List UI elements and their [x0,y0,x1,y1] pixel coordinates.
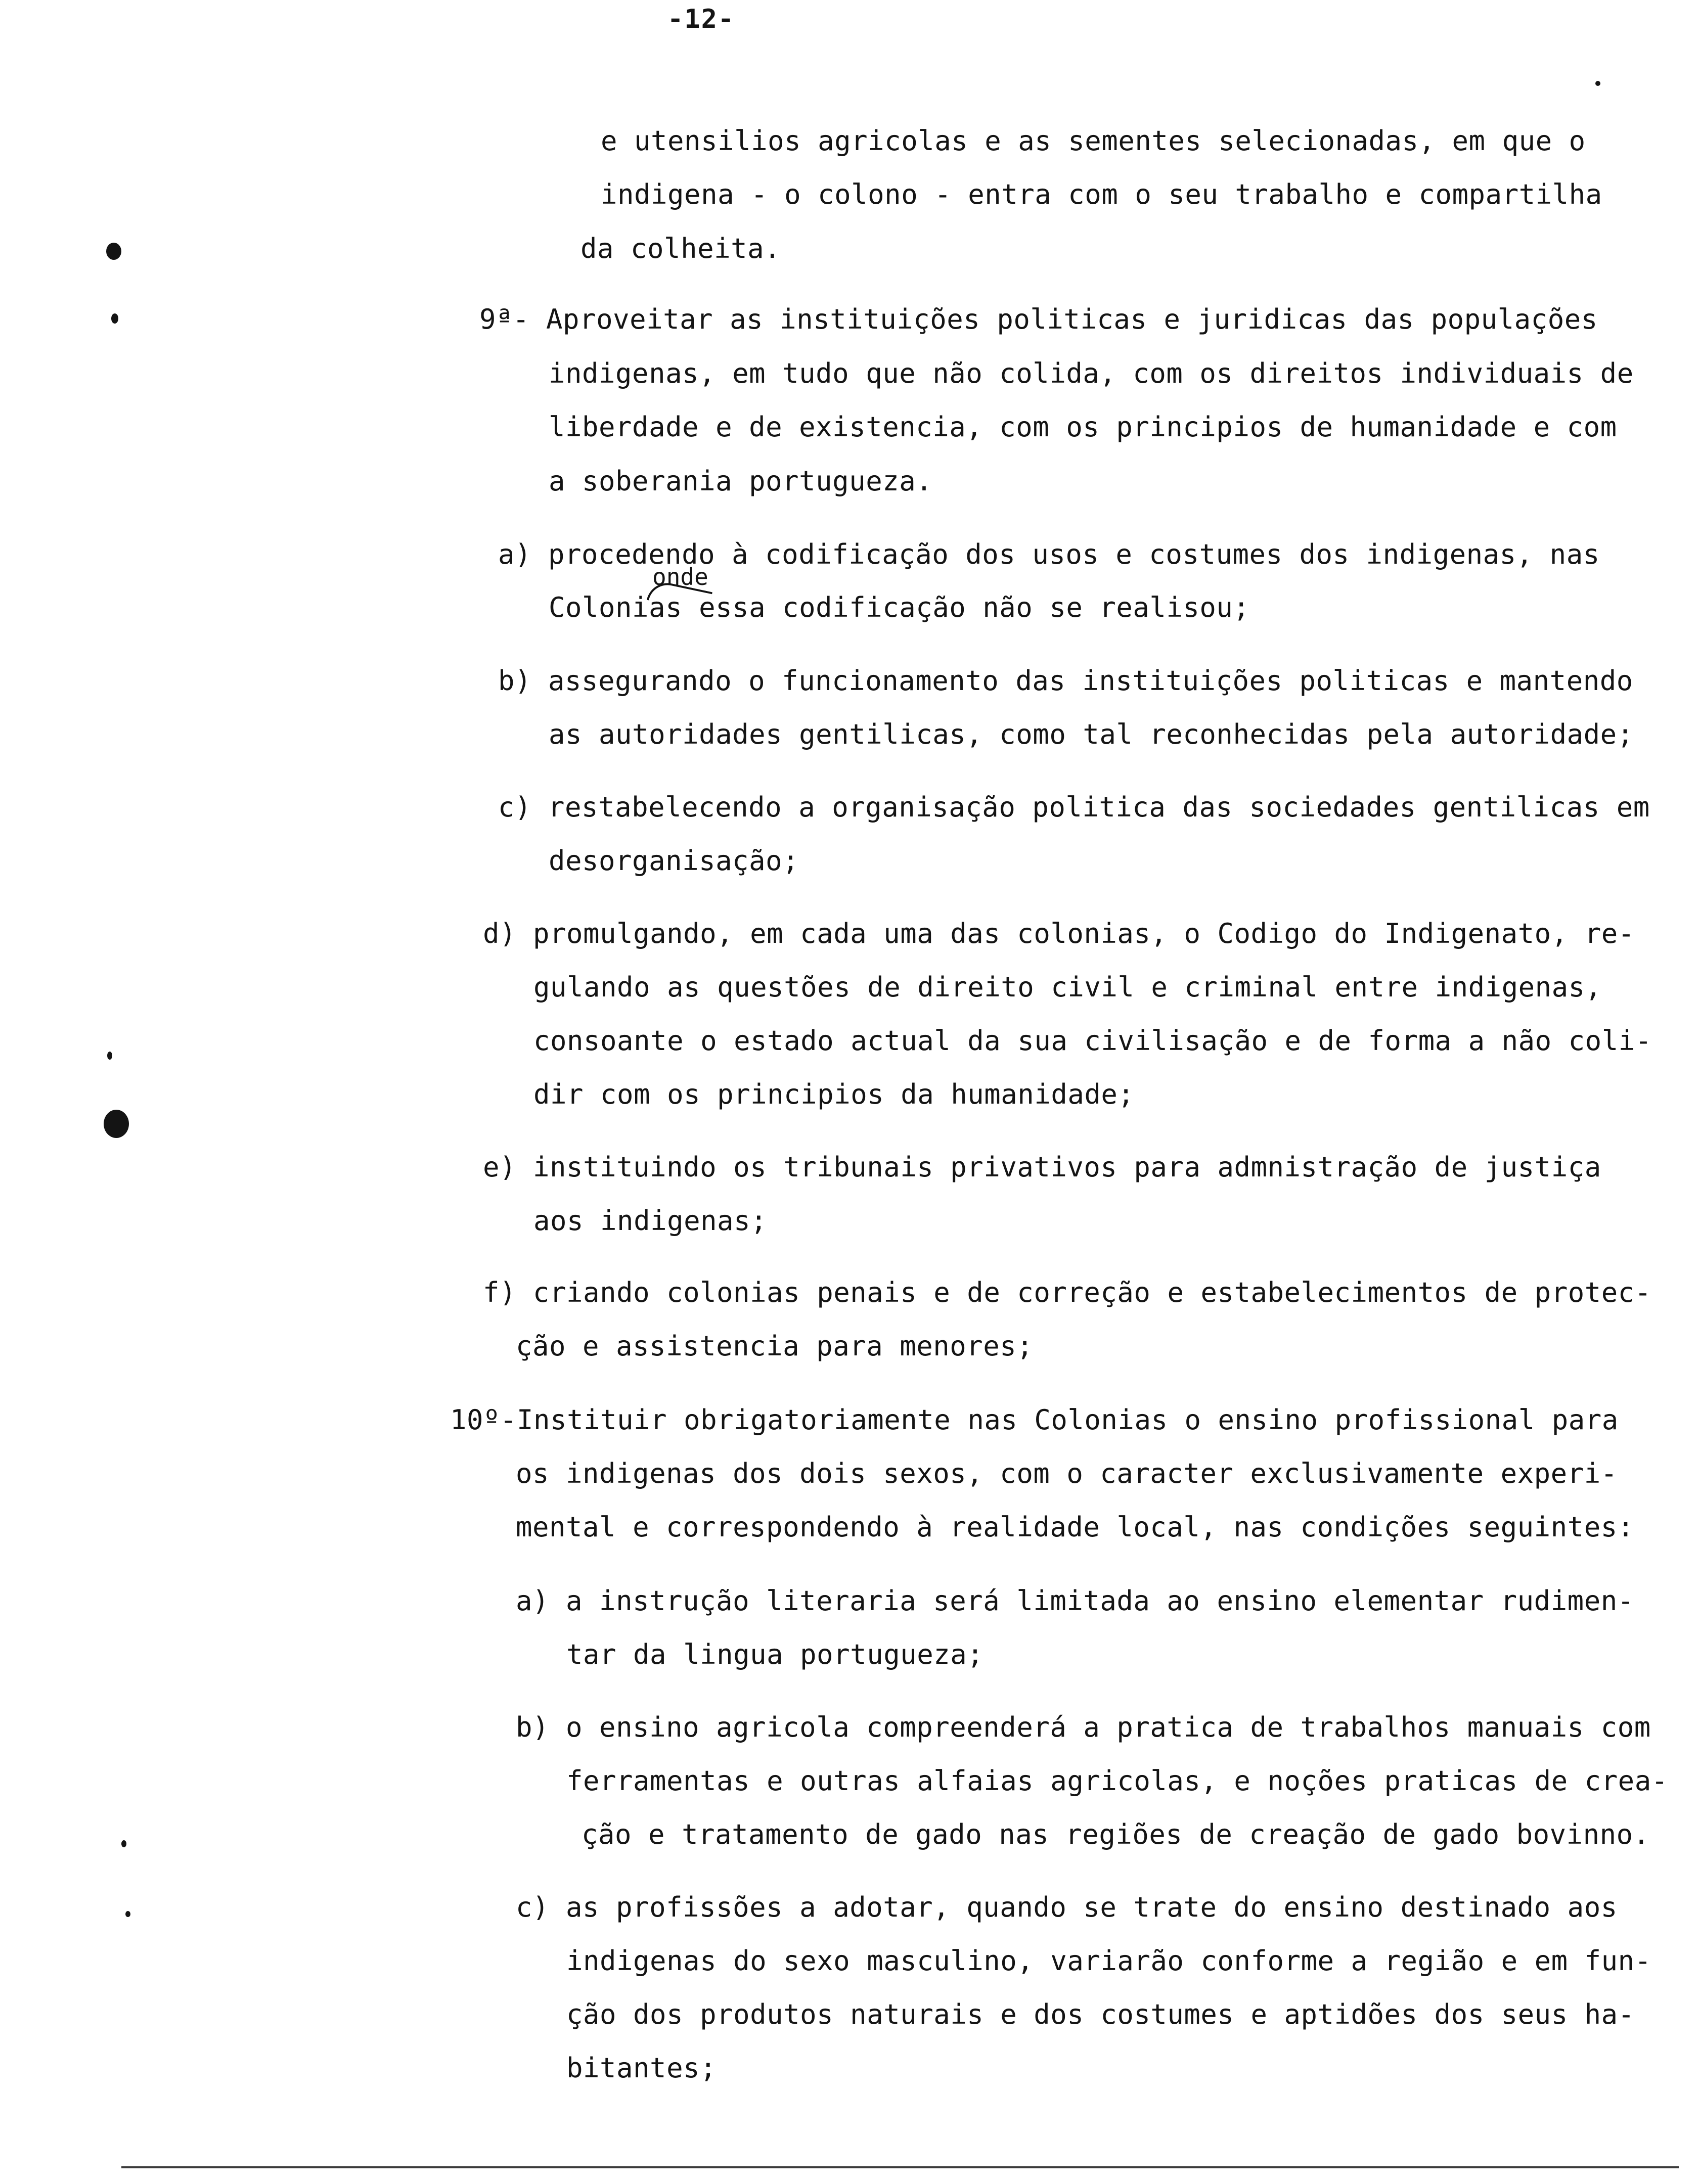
text-line: ção dos produtos naturais e dos costumes e aptidões dos seus ha- [566,1998,1635,2030]
scan-mark [111,313,118,324]
scan-mark [107,1052,112,1060]
item-heading-line: 10º-Instituir obrigatoriamente nas Colonias o ensino profissional para [450,1404,1619,1436]
text-line: Colonias essa codificação não se realisou; [549,592,1250,623]
text-line: as autoridades gentilicas, como tal reconhecidas pela autoridade; [549,718,1634,750]
footer-rule [121,2166,1679,2168]
subitem-line: d) promulgando, em cada uma das colonias, o Codigo do Indigenato, re- [483,918,1635,949]
scan-mark [104,1110,129,1138]
scan-mark [125,1911,130,1917]
scan-mark [106,243,121,260]
text-line: gulando as questões de direito civil e criminal entre indigenas, [533,971,1602,1003]
subitem-line: c) as profissões a adotar, quando se trate do ensino destinado aos [516,1891,1618,1923]
subitem-line: f) criando colonias penais e de correção e estabelecimentos de protec- [483,1277,1651,1308]
subitem-line: e) instituindo os tribunais privativos para admnistração de justiça [483,1151,1601,1183]
item-heading-line: 9ª- Aproveitar as instituições politicas e juridicas das populações [479,303,1598,335]
text-line: mental e correspondendo à realidade local, nas condições seguintes: [516,1511,1634,1543]
subitem-line: a) a instrução literaria será limitada ao ensino elementar rudimen- [516,1585,1634,1617]
text-line: da colheita. [580,233,781,264]
text-line: consoante o estado actual da sua civilisação e de forma a não coli- [533,1025,1652,1057]
handwritten-insertion: onde [652,563,708,590]
text-line: ção e assistencia para menores; [516,1330,1034,1362]
subitem-line: b) o ensino agricola compreenderá a pratica de trabalhos manuais com [516,1711,1651,1743]
text-line: tar da lingua portugueza; [566,1639,984,1670]
scan-mark [121,1840,126,1847]
text-line: a soberania portugueza. [549,465,933,497]
text-line: indigena - o colono - entra com o seu trabalho e compartilha [601,178,1602,210]
text-line: e utensilios agricolas e as sementes selecionadas, em que o [601,125,1586,157]
text-line: aos indigenas; [533,1205,768,1237]
scan-mark [1595,81,1600,86]
text-line: dir com os principios da humanidade; [533,1078,1135,1110]
text-line: indigenas do sexo masculino, variarão conforme a região e em fun- [566,1945,1651,1977]
subitem-line: a) procedendo à codificação dos usos e costumes dos indigenas, nas [498,538,1600,570]
subitem-line: c) restabelecendo a organisação politica das sociedades gentilicas em [498,791,1650,823]
text-line: bitantes; [566,2052,717,2084]
text-line: desorganisação; [549,845,799,877]
subitem-line: b) assegurando o funcionamento das instituições politicas e mantendo [498,665,1633,697]
text-line: indigenas, em tudo que não colida, com os direitos individuais de [549,357,1634,389]
text-line: liberdade e de existencia, com os principios de humanidade e com [549,411,1617,443]
text-line: ferramentas e outras alfaias agricolas, e noções praticas de crea- [566,1765,1668,1797]
text-line: ção e tratamento de gado nas regiões de creação de gado bovinno. [582,1818,1650,1850]
text-line: os indigenas dos dois sexos, com o caracter exclusivamente experi- [516,1458,1618,1489]
page-number: -12- [667,4,735,34]
